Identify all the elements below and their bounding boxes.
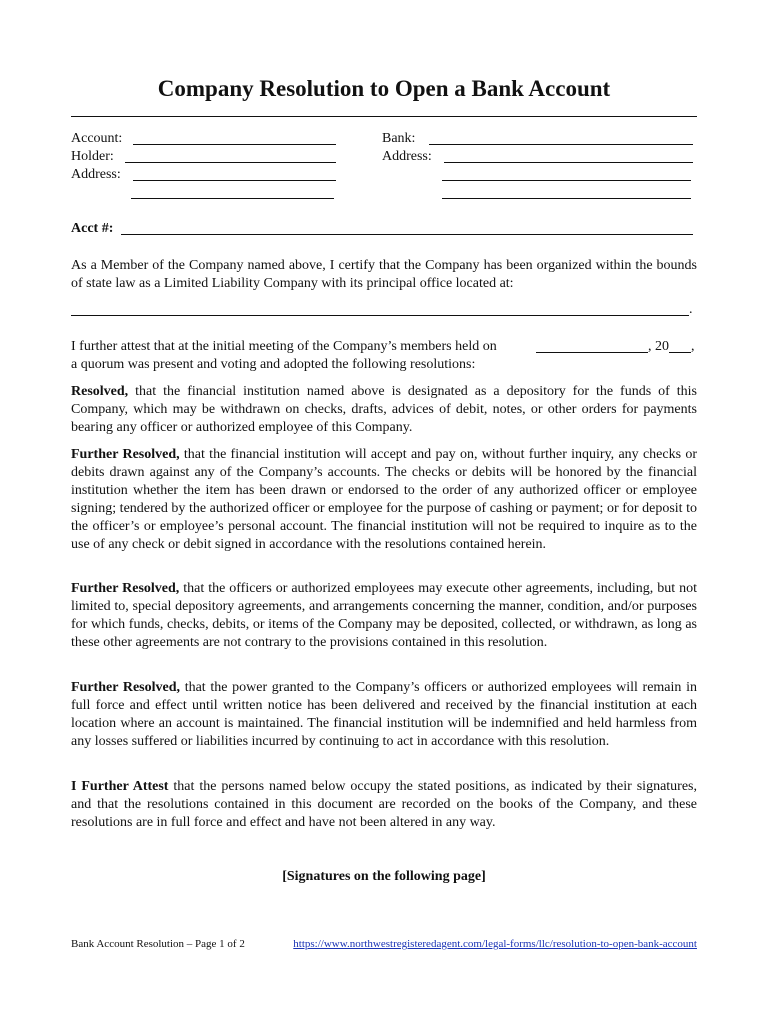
account-blank[interactable] (133, 131, 336, 145)
meeting-year-blank[interactable] (669, 339, 691, 353)
resolution-3 (71, 580, 697, 652)
bank-address-field (382, 148, 432, 166)
holder-address-blank-2[interactable] (131, 185, 334, 199)
holder-label: Holder: (71, 149, 114, 164)
member-certification-paragraph: As a Member of the Company named above, I certify that the Company has been organized within the bounds of state law as a Limited Liability Company with its principal office located at: (71, 258, 697, 291)
holder-field (71, 148, 114, 166)
resolution-4-text: that the power granted to the Company’s officers or authorized employees will remain in full force and effect until written notice has been delivered and received by the financial institution at each location where an account is maintained. The financial institution will be indemnified and held harmless from any losses suffered or liabilities incurred by continuing to act in accordance with this resolution. (71, 680, 697, 749)
bank-label: Bank: (382, 131, 416, 146)
bank-field (382, 130, 415, 148)
principal-office-blank[interactable] (71, 301, 689, 316)
signatures-note: [Signatures on the following page] (282, 869, 486, 884)
holder-address-field-2 (131, 184, 336, 202)
meeting-attest-paragraph (71, 338, 697, 374)
resolution-4 (71, 679, 697, 751)
holder-address-field (71, 166, 121, 184)
resolution-3-text: that the officers or authorized employees may execute other agreements, including, but not limited to, special depository agreements, and arrangements concerning the manner, condition, and/or purposes for which funds, checks, debits, or items of the Company may be deposited, collected, or withdrawn, as long as these other agreements are not contrary to the provisions contained in this resolution. (71, 581, 697, 650)
bank-address-field-2 (442, 166, 693, 184)
holder-address-blank[interactable] (133, 167, 336, 181)
bank-blank[interactable] (429, 131, 693, 145)
resolution-4-heading: Further Resolved, (71, 680, 181, 695)
resolution-2-text: that the financial institution will accept and pay on, without further inquiry, any checks or debits drawn against any of the Company’s accounts. The checks or debits will be honored by the financial institution whether the item has been drawn or endorsed to the order of any authorized officer or employee signing; tendered by the authorized officer or employee for the purpose of cashing or payment; or for deposit to the officer’s or employee’s personal account. The financial institution will not be required to inquire as to the use of any check or debit signed in accordance with the resolutions contained herein. (71, 447, 697, 552)
holder-blank[interactable] (125, 149, 336, 163)
holder-address-label: Address: (71, 167, 121, 182)
principal-office-period: . (689, 302, 693, 317)
bank-address-blank[interactable] (444, 149, 693, 163)
attest-text-c: , (691, 339, 695, 354)
footer-source-link[interactable]: https://www.northwestregisteredagent.com/legal-forms/llc/resolution-to-open-bank-account (293, 938, 697, 950)
resolution-2-heading: Further Resolved, (71, 447, 180, 462)
attest-text-b: , 20 (648, 339, 669, 354)
further-attest (71, 778, 697, 832)
bank-address-field-3 (442, 184, 693, 202)
acct-number-blank[interactable] (121, 221, 693, 235)
attest-text-a: I further attest that at the initial meeting of the Company’s members held on (71, 339, 497, 354)
bank-address-label: Address: (382, 149, 432, 164)
title-divider (71, 116, 697, 117)
acct-number-field (71, 220, 697, 238)
attest-text-d: a quorum was present and voting and adopted the following resolutions: (71, 357, 476, 372)
account-label: Account: (71, 131, 123, 146)
footer-page-label: Bank Account Resolution – Page 1 of 2 (71, 938, 245, 950)
bank-address-blank-2[interactable] (442, 167, 691, 181)
resolution-3-heading: Further Resolved, (71, 581, 180, 596)
further-attest-text: that the persons named below occupy the stated positions, as indicated by their signatures, and that the resolutions contained in this document are recorded on the books of the Company, and these resolutions are in full force and effect and have not been altered in any way. (71, 779, 698, 830)
resolution-1-heading: Resolved, (71, 384, 129, 399)
further-attest-heading: I Further Attest (71, 779, 169, 794)
bank-address-blank-3[interactable] (442, 185, 691, 199)
resolution-2 (71, 446, 697, 554)
page-title: Company Resolution to Open a Bank Account (157, 76, 611, 101)
meeting-date-blank[interactable] (536, 339, 648, 353)
acct-number-label: Acct #: (71, 221, 114, 236)
account-field (71, 130, 122, 148)
resolution-1 (71, 383, 697, 437)
resolution-1-text: that the financial institution named above is designated as a depository for the funds of this Company, which may be withdrawn on checks, drafts, advices of debit, notes, or other orders for payments bearing any officer or authorized employee of this Company. (71, 384, 697, 435)
